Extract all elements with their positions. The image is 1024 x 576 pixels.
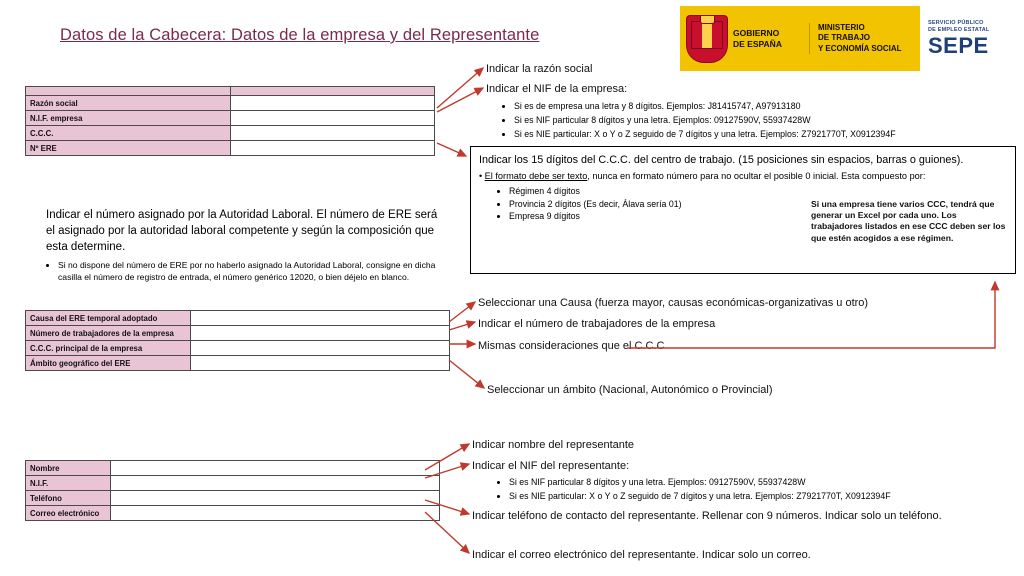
field-nombre-representante[interactable] [111, 461, 440, 476]
callout-ccc [470, 146, 1016, 274]
table-row [26, 326, 450, 341]
coat-of-arms-icon [686, 15, 728, 63]
field-nif-representante[interactable] [111, 476, 440, 491]
table-row [26, 311, 450, 326]
institutional-logo-block [680, 6, 1018, 71]
table-datos-empresa [25, 86, 435, 156]
sepe-subtitle-line2: DE EMPLEO ESTATAL [928, 26, 990, 33]
table-row [26, 111, 435, 126]
label-ccc: C.C.C. [26, 126, 231, 141]
ccc-bullet-underlined: El formato debe ser texto [484, 171, 588, 182]
annotation-nif-representante-bullets [509, 476, 1024, 504]
annotation-trabajadores: Indicar el número de trabajadores de la empresa [478, 318, 716, 330]
label-nombre-representante: Nombre [26, 461, 111, 476]
table-row [26, 461, 440, 476]
ccc-sub-bullet-1: • Régimen 4 dígitos [509, 185, 1007, 197]
annotation-razon-social: Indicar la razón social [486, 63, 593, 75]
ministerio-logo [808, 6, 920, 71]
annotation-nif-representante: Indicar el NIF del representante: [472, 460, 630, 472]
gobierno-label [733, 28, 782, 49]
annotation-nif-empresa: Indicar el NIF de la empresa: [486, 83, 628, 95]
gobierno-de-espana-logo [680, 6, 808, 71]
label-causa-ere: Causa del ERE temporal adoptado [26, 311, 191, 326]
annotation-nif-empresa-bullet-2: • Si es NIF particular 8 dígitos y una letra. Ejemplos: 09127590V, 55937428W [514, 114, 1024, 127]
ministerio-line3: Y ECONOMÍA SOCIAL [818, 43, 902, 53]
table-row [26, 356, 450, 371]
table-row [26, 476, 440, 491]
table-row [26, 491, 440, 506]
annotation-ambito: Seleccionar un ámbito (Nacional, Autonómico o Provincial) [487, 384, 773, 396]
note-numero-ere [46, 207, 446, 283]
label-razon-social: Razón social [26, 96, 231, 111]
ccc-sub-bullet-2: • Provincia 2 dígitos (Es decir, Álava sería 01) [509, 198, 1007, 210]
field-telefono[interactable] [111, 491, 440, 506]
table-row [26, 87, 435, 96]
table-datos-representante [25, 460, 440, 521]
label-correo-electronico: Correo electrónico [26, 506, 111, 521]
ccc-bullet-rest: , nunca en formato número para no ocultar el posible 0 inicial. Esta compuesto por: [587, 171, 926, 182]
page-title: Datos de la Cabecera: Datos de la empresa y del Representante [60, 26, 540, 44]
table-row [26, 341, 450, 356]
annotation-nif-empresa-bullets [514, 100, 1024, 141]
annotation-nombre-representante: Indicar nombre del representante [472, 439, 635, 451]
field-correo-electronico[interactable] [111, 506, 440, 521]
empresa-header-spacer [26, 87, 231, 96]
annotation-correo-representante: Indicar el correo electrónico del representante. Indicar solo un correo. [472, 549, 811, 561]
sepe-acronym: SEPE [928, 33, 989, 59]
ccc-sub-bullet-3: • Empresa 9 dígitos [509, 210, 1007, 222]
field-causa-ere[interactable] [191, 311, 450, 326]
ministerio-label [809, 23, 902, 54]
sepe-logo [920, 6, 1018, 71]
gobierno-line2: DE ESPAÑA [733, 38, 782, 49]
ministerio-line2: DE TRABAJO [818, 33, 871, 43]
table-datos-ere [25, 310, 450, 371]
field-numero-trabajadores[interactable] [191, 326, 450, 341]
note-ere-bullets [58, 260, 446, 283]
label-nif-representante: N.I.F. [26, 476, 111, 491]
gobierno-line1: GOBIERNO [733, 27, 780, 38]
note-ere-bullet-1: • Si no dispone del número de ERE por no haberlo asignado la Autoridad Laboral, consigne en dicha casilla el número de registro de entrada, el número genérico 12020, o bien déjelo en blanco. [58, 260, 446, 283]
annotation-telefono-representante: Indicar teléfono de contacto del representante. Rellenar con 9 números. Indicar solo un teléfono. [472, 510, 942, 522]
table-row [26, 141, 435, 156]
field-ambito-geografico[interactable] [191, 356, 450, 371]
label-telefono: Teléfono [26, 491, 111, 506]
field-razon-social[interactable] [230, 96, 435, 111]
ccc-line1: Indicar los 15 dígitos del C.C.C. del centro de trabajo. (15 posiciones sin espacios, barras o guiones). [479, 154, 964, 166]
label-ambito-geografico: Ámbito geográfico del ERE [26, 356, 191, 371]
table-row [26, 96, 435, 111]
table-row [26, 126, 435, 141]
field-ccc[interactable] [230, 126, 435, 141]
label-nif-empresa: N.I.F. empresa [26, 111, 231, 126]
note-ere-main: Indicar el número asignado por la Autoridad Laboral. El número de ERE será el asignado por la autoridad laboral competente y según la composición que esta determine. [46, 209, 438, 254]
table-row [26, 506, 440, 521]
label-ccc-principal: C.C.C. principal de la empresa [26, 341, 191, 356]
ministerio-line1: MINISTERIO [818, 22, 865, 32]
field-nif-empresa[interactable] [230, 111, 435, 126]
annotation-nif-empresa-bullet-3: • Si es NIE particular: X o Y o Z seguido de 7 dígitos y una letra. Ejemplos: Z7921770T, X0912394F [514, 128, 1024, 141]
annotation-nif-rep-bullet-1: • Si es NIF particular 8 dígitos y una letra. Ejemplos: 09127590V, 55937428W [509, 476, 1024, 489]
annotation-nif-rep-bullet-2: • Si es NIE particular: X o Y o Z seguido de 7 dígitos y una letra. Ejemplos: Z7921770T, X0912394F [509, 490, 1024, 503]
label-numero-trabajadores: Número de trabajadores de la empresa [26, 326, 191, 341]
sepe-subtitle-line1: SERVICIO PÚBLICO [928, 19, 984, 26]
field-ccc-principal[interactable] [191, 341, 450, 356]
empresa-header-spacer-2 [230, 87, 435, 96]
annotation-causa: Seleccionar una Causa (fuerza mayor, causas económicas-organizativas u otro) [478, 297, 869, 309]
field-n-ere[interactable] [230, 141, 435, 156]
annotation-ccc-principal: Mismas consideraciones que el C.C.C [478, 340, 665, 352]
annotation-nif-empresa-bullet-1: • Si es de empresa una letra y 8 dígitos. Ejemplos: J81415747, A97913180 [514, 100, 1024, 113]
ccc-note: Si una empresa tiene varios CCC, tendrá que generar un Excel por cada uno. Los trabajadores listados en ese CCC deben ser los que estén acogidos a ese régimen. [811, 199, 1006, 243]
label-n-ere: Nº ERE [26, 141, 231, 156]
ccc-bullet-line: • El formato debe ser texto, nunca en formato número para no ocultar el posible 0 inicial. Esta compuesto por: [479, 171, 926, 182]
